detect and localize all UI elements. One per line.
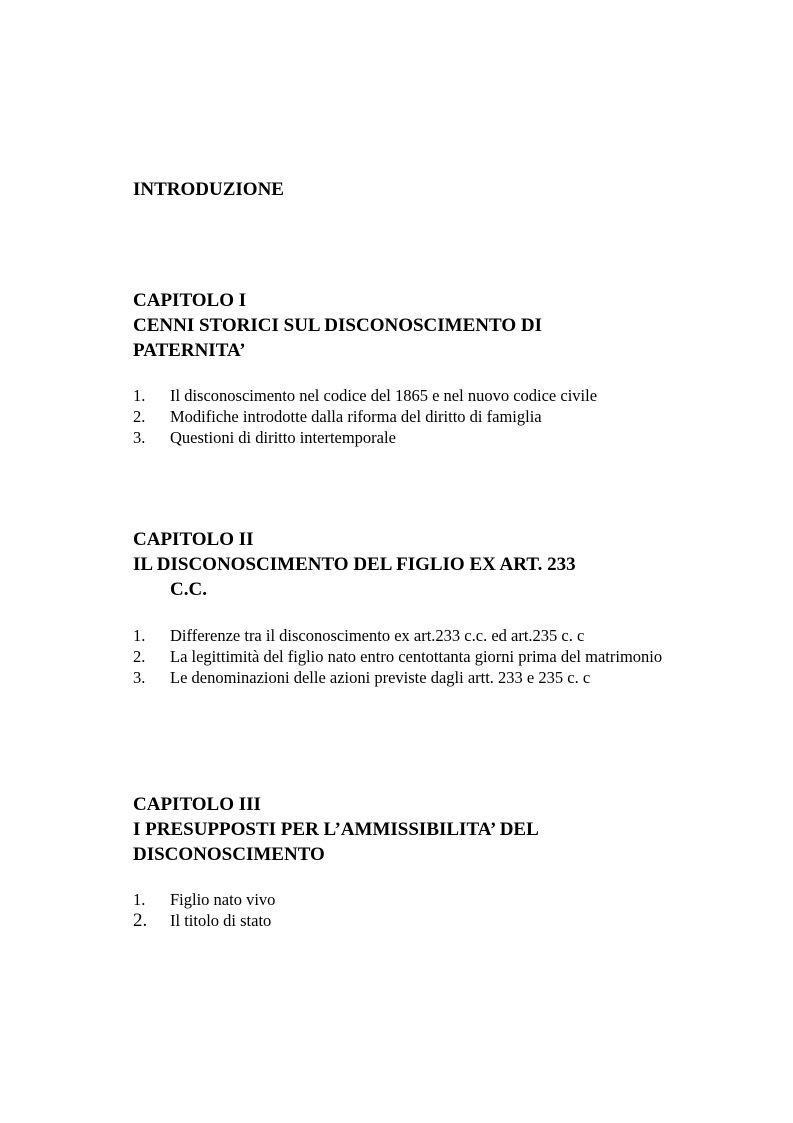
chapter-1-title-line-2: PATERNITA’ bbox=[133, 340, 246, 361]
section-text: Figlio nato vivo bbox=[170, 890, 276, 909]
section-number: 3. bbox=[133, 668, 146, 687]
chapter-2-title-line-2: C.C. bbox=[170, 579, 207, 600]
chapter-3-section-2 bbox=[133, 910, 693, 931]
section-text: Il disconoscimento nel codice del 1865 e nel nuovo codice civile bbox=[170, 386, 598, 405]
section-number: 2. bbox=[133, 910, 148, 931]
chapter-1-section-2 bbox=[133, 406, 693, 427]
chapter-2-section-3 bbox=[133, 667, 693, 688]
chapter-3-title-line-2: DISCONOSCIMENTO bbox=[133, 844, 325, 865]
chapter-3-label: CAPITOLO III bbox=[133, 794, 261, 815]
section-number: 1. bbox=[133, 386, 146, 405]
chapter-3-heading bbox=[133, 792, 673, 867]
chapter-1-label: CAPITOLO I bbox=[133, 290, 247, 311]
chapter-2-sections bbox=[133, 625, 693, 688]
section-text: Modifiche introdotte dalla riforma del diritto di famiglia bbox=[170, 407, 542, 426]
chapter-2-section-2 bbox=[133, 646, 693, 667]
section-text: Il titolo di stato bbox=[170, 911, 272, 930]
section-number: 1. bbox=[133, 890, 146, 909]
chapter-2-section-1 bbox=[133, 625, 693, 646]
intro-title: INTRODUZIONE bbox=[133, 179, 284, 200]
chapter-1-section-1 bbox=[133, 385, 693, 406]
section-number: 2. bbox=[133, 407, 146, 426]
section-number: 2. bbox=[133, 647, 146, 666]
section-number: 1. bbox=[133, 626, 146, 645]
section-text: Le denominazioni delle azioni previste dagli artt. 233 e 235 c. c bbox=[170, 668, 591, 687]
section-text: Differenze tra il disconoscimento ex art.233 c.c. ed art.235 c. c bbox=[170, 626, 585, 645]
section-text: Questioni di diritto intertemporale bbox=[170, 428, 396, 447]
chapter-1-title-line-1: CENNI STORICI SUL DISCONOSCIMENTO DI bbox=[133, 315, 542, 336]
section-text: La legittimità del figlio nato entro centottanta giorni prima del matrimonio bbox=[170, 647, 663, 666]
chapter-1-heading bbox=[133, 288, 673, 363]
intro-heading bbox=[133, 177, 673, 202]
chapter-2-heading bbox=[133, 527, 673, 602]
chapter-3-sections bbox=[133, 889, 693, 931]
chapter-3-section-1 bbox=[133, 889, 693, 910]
chapter-2-label: CAPITOLO II bbox=[133, 529, 254, 550]
chapter-1-sections bbox=[133, 385, 693, 448]
section-number: 3. bbox=[133, 428, 146, 447]
chapter-2-title-line-1: IL DISCONOSCIMENTO DEL FIGLIO EX ART. 233 bbox=[133, 554, 576, 575]
chapter-1-section-3 bbox=[133, 427, 693, 448]
chapter-3-title-line-1: I PRESUPPOSTI PER L’AMMISSIBILITA’ DEL bbox=[133, 819, 539, 840]
